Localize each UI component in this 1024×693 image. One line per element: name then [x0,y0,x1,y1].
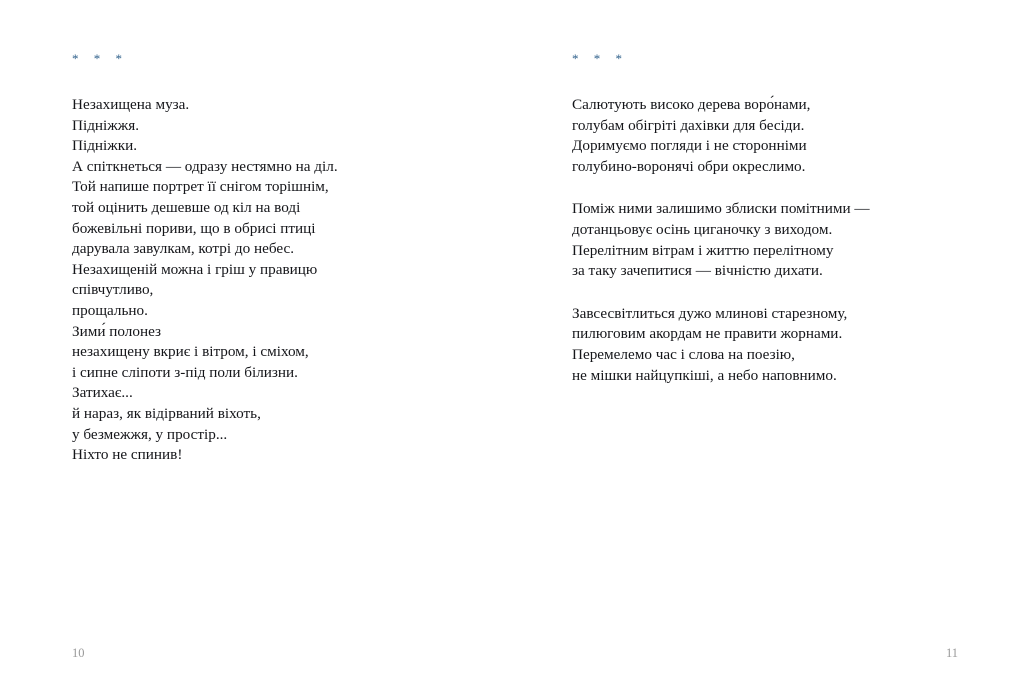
page-left-body [72,52,456,466]
poem-line: незахищену вкриє і вітром, і сміхом, [72,343,309,361]
poem-line: А спіткнеться — одразу нестямно на діл. [72,157,338,175]
poem-line: голубам обігріті дахівки для бесіди. [572,116,805,134]
poem-line: за таку зачепитися — вічністю дихати. [572,262,823,280]
poem-line: Перемелемо час і слова на поезію, [572,345,795,363]
poem-line: Затихає... [72,384,133,402]
poem-stanza [572,199,964,281]
poem-line: і сипне сліпоти з-під поли білизни. [72,363,298,381]
poem-line: дарувала завулкам, котрі до небес. [72,240,295,258]
poem-line: Підніжжя. [72,116,140,134]
poem-stanza [572,95,964,177]
poem-line: не мішки найцупкіші, а небо наповнимо. [572,366,837,384]
poem-line: співчутливо, [72,281,154,299]
poem-line: Підніжки. [72,137,138,155]
poem-line: Зими́ полонез [72,322,162,340]
poem-line: божевільні пориви, що в обрисі птиці [72,219,316,237]
poem-line: й нараз, як відірваний віхоть, [72,404,261,422]
page-number: 10 [72,646,85,660]
page-number: 11 [945,646,958,660]
poem-line: той оцінить дешевше од кіл на воді [72,198,301,216]
poem-line: Завсесвітлиться дужо млинові старезному, [572,304,848,322]
page-right-body [572,52,964,386]
poem-line: Поміж ними залишимо зблиски помітними — [572,200,870,218]
page-right [512,0,1024,693]
poem-line: у безмежжя, у простір... [72,425,228,443]
poem-line: Салютують високо дерева воро́нами, [572,96,811,113]
poem-line: Перелітним вітрам і життю перелітному [572,241,834,259]
ornament-asterisks: * * * [72,51,128,66]
poem-line: пилюговим акордам не правити жорнами. [572,325,843,343]
poem-line: Ніхто не спинив! [72,446,183,464]
poem-line: дотанцьовує осінь циганочку з виходом. [572,220,833,238]
poem-stanza [572,304,964,386]
poem-line: Незахищеній можна і гріш у правицю [72,260,318,278]
poem-line: Доримуємо погляди і не сторонніми [572,137,807,155]
poem-stanza [72,95,456,466]
poem-line: прощально. [72,301,148,319]
ornament-asterisks: * * * [572,51,628,66]
poem-line: Той напише портрет її снігом торішнім, [72,178,329,196]
poem-line: голубино-воронячі обри окреслимо. [572,157,806,175]
poem-line: Незахищена муза. [72,96,190,113]
